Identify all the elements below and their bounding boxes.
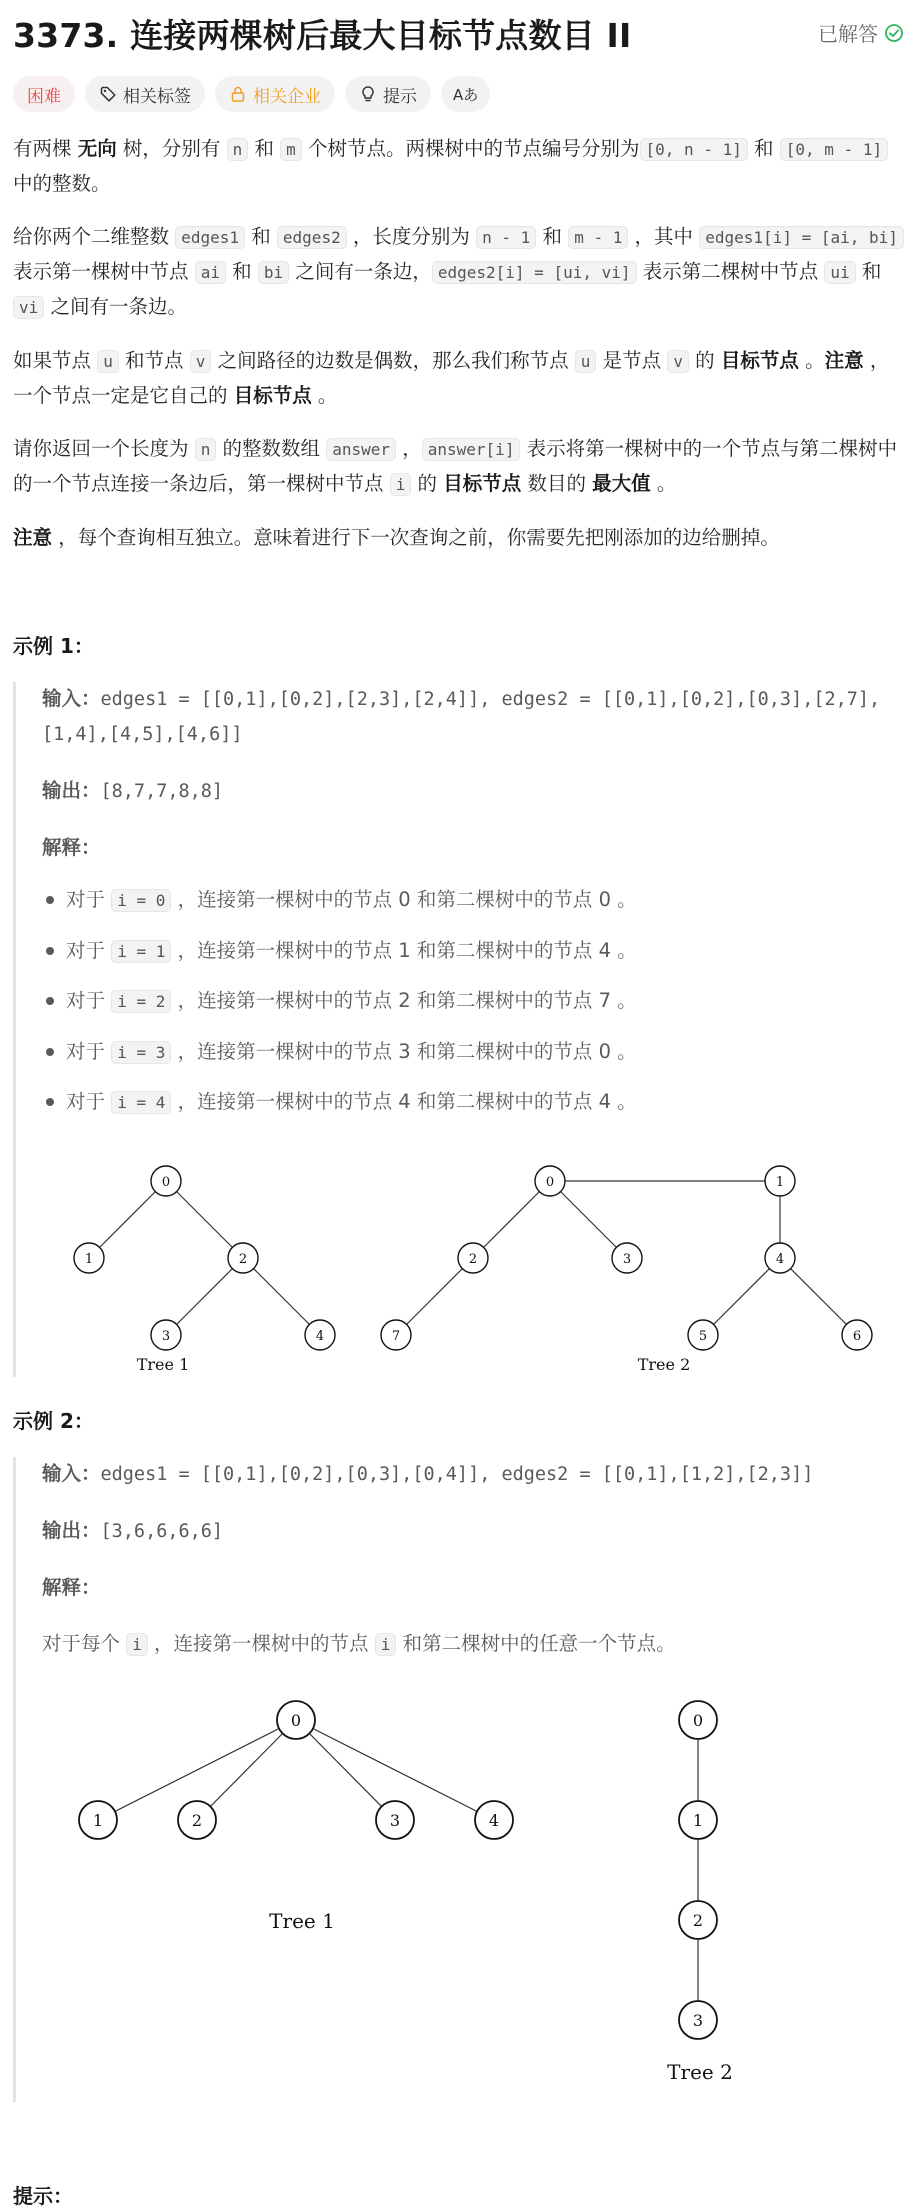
- svg-text:2: 2: [238, 1252, 248, 1267]
- text: ，一个节点一定是它自己的: [13, 349, 890, 407]
- tree-node: [679, 1901, 717, 1939]
- tree-node: [74, 1243, 104, 1273]
- text: 给你两个二维整数: [13, 225, 176, 248]
- description-paragraph-2: [13, 220, 904, 325]
- lock-icon: [229, 85, 247, 103]
- example-2-explain-label: [42, 1571, 904, 1605]
- inline-code: ai: [195, 261, 226, 284]
- related-tags-label: 相关标签: [123, 86, 191, 107]
- tag-icon: [99, 85, 117, 103]
- input-value: edges1 = [[0,1],[0,2],[0,3],[0,4]], edges2 = [[0,1],[1,2],[2,3]]: [100, 1464, 814, 1485]
- inline-code: bi: [258, 261, 289, 284]
- svg-text:3: 3: [622, 1252, 632, 1267]
- explain-label: 解释：: [42, 1576, 101, 1599]
- tag-bar: [13, 76, 490, 112]
- svg-text:2: 2: [692, 1911, 704, 1930]
- text: 个树节点。两棵树中的节点编号分别为: [301, 137, 640, 160]
- description-paragraph-4: [13, 432, 904, 502]
- list-item: [42, 984, 904, 1019]
- inline-code: v: [190, 350, 212, 373]
- text: 表示第一棵树中节点: [13, 260, 195, 283]
- svg-text:7: 7: [391, 1329, 401, 1344]
- text: 请你返回一个长度为: [13, 437, 195, 460]
- translate-button[interactable]: [441, 76, 490, 112]
- bold-text: 无向: [77, 137, 117, 160]
- inline-code: m - 1: [568, 226, 628, 249]
- inline-code: i = 2: [111, 990, 171, 1013]
- text: 和: [855, 260, 882, 283]
- problem-description: [13, 132, 904, 574]
- inline-code: i = 0: [111, 889, 171, 912]
- example-2-explain: [42, 1627, 904, 1662]
- tree-node: [765, 1166, 795, 1196]
- svg-text:0: 0: [161, 1175, 171, 1190]
- text: ，: [396, 437, 422, 460]
- text: 如果节点: [13, 349, 98, 372]
- text: 对于: [66, 888, 112, 911]
- page-title: 3373. 连接两棵树后最大目标节点数目 II: [13, 16, 632, 55]
- inline-code: i = 1: [111, 940, 171, 963]
- text: 的整数数组: [216, 437, 327, 460]
- input-label: 输入：: [42, 687, 101, 710]
- text: 数目的: [521, 472, 593, 495]
- tree-edges: [98, 1720, 698, 2020]
- inline-code: edges2: [277, 226, 347, 249]
- svg-text:4: 4: [488, 1811, 500, 1830]
- inline-code: answer[i]: [422, 438, 521, 461]
- tree-2-label: Tree 2: [637, 1355, 691, 1374]
- text: 和第二棵树中的任意一个节点。: [396, 1632, 676, 1655]
- text: ，其中: [628, 225, 700, 248]
- tree-node: [381, 1320, 411, 1350]
- text: 之间有一条边。: [44, 295, 187, 318]
- bold-text: 目标节点: [443, 472, 522, 495]
- list-item: [42, 934, 904, 969]
- inline-code: vi: [13, 296, 44, 319]
- inline-code: v: [667, 350, 689, 373]
- text: 之间路径的边数是偶数，那么我们称节点: [211, 349, 575, 372]
- inline-code: edges1: [175, 226, 245, 249]
- text: ，每个查询相互独立。意味着进行下一次查询之前，你需要先把刚添加的边给删掉。: [52, 526, 780, 549]
- tree-node: [475, 1801, 513, 1839]
- list-item: [42, 1035, 904, 1070]
- text: 中的整数。: [13, 172, 111, 195]
- text: 。: [798, 349, 825, 372]
- tree-node: [79, 1801, 117, 1839]
- inline-code: [0, n - 1]: [640, 138, 748, 161]
- svg-text:5: 5: [698, 1329, 708, 1344]
- hint-button[interactable]: [345, 76, 431, 112]
- svg-text:0: 0: [545, 1175, 555, 1190]
- inline-code: i: [126, 1633, 148, 1656]
- svg-text:3: 3: [692, 2011, 704, 2030]
- tree-node: [679, 1801, 717, 1839]
- lightbulb-icon: [359, 85, 377, 103]
- inline-code: n: [195, 438, 217, 461]
- translate-icon: Aあ: [453, 85, 479, 104]
- text: 和: [536, 225, 569, 248]
- text: 树，分别有: [116, 137, 227, 160]
- example-2-heading: 示例 2：: [13, 1409, 94, 1433]
- text: ，连接第一棵树中的节点 0 和第二棵树中的节点 0 。: [171, 888, 637, 911]
- text: 和: [245, 225, 277, 248]
- input-label: 输入：: [42, 1462, 101, 1485]
- example-2-diagram: [42, 1687, 904, 2087]
- svg-text:4: 4: [315, 1329, 325, 1344]
- tree-node: [612, 1243, 642, 1273]
- text: 和: [747, 137, 780, 160]
- svg-text:4: 4: [775, 1252, 785, 1267]
- related-companies-label: 相关企业: [253, 86, 321, 107]
- tree-2-nodes: [381, 1166, 872, 1374]
- tree-node: [842, 1320, 872, 1350]
- inline-code: i = 3: [111, 1041, 171, 1064]
- example-1-input: [42, 682, 904, 752]
- svg-text:0: 0: [692, 1711, 704, 1730]
- text: 和: [248, 137, 281, 160]
- inline-code: ui: [824, 261, 855, 284]
- text: 之间有一条边，: [289, 260, 432, 283]
- bold-text: 最大值: [592, 472, 651, 495]
- tree-1-label: Tree 1: [269, 1909, 335, 1933]
- inline-code: i = 4: [111, 1091, 171, 1114]
- description-paragraph-1: [13, 132, 904, 201]
- bold-text: 注意: [824, 349, 864, 372]
- tree-1-nodes: [74, 1166, 335, 1374]
- inline-code: m: [280, 138, 302, 161]
- output-label: 输出：: [42, 1519, 101, 1542]
- tree-2-nodes: [667, 1701, 733, 2084]
- text: 对于: [66, 938, 112, 962]
- svg-text:2: 2: [191, 1811, 203, 1830]
- text: 对于每个: [42, 1632, 127, 1655]
- example-1-bullets: [42, 883, 904, 1120]
- text: 。: [650, 472, 677, 495]
- check-circle-icon: [884, 23, 904, 43]
- text: 是节点: [596, 349, 668, 372]
- hint-label: 提示: [383, 86, 417, 107]
- output-label: 输出：: [42, 779, 101, 802]
- tree-node: [679, 1701, 717, 1739]
- solved-label: 已解答: [818, 22, 878, 46]
- tree-2-label: Tree 2: [667, 2060, 733, 2084]
- tree-1-nodes: [79, 1701, 513, 1933]
- inline-code: i: [390, 473, 412, 496]
- inline-code: edges2[i] = [ui, vi]: [432, 261, 637, 284]
- tree-1-label: Tree 1: [136, 1355, 190, 1374]
- svg-text:2: 2: [468, 1252, 478, 1267]
- tree-node: [679, 2001, 717, 2039]
- text: 。: [311, 384, 338, 407]
- tree-node: [765, 1243, 795, 1273]
- svg-text:1: 1: [92, 1811, 104, 1830]
- inline-code: answer: [326, 438, 396, 461]
- tree-node: [178, 1801, 216, 1839]
- description-paragraph-5: [13, 521, 904, 555]
- bold-text: 目标节点: [233, 384, 312, 407]
- title-row: [13, 6, 904, 56]
- svg-text:6: 6: [852, 1329, 862, 1344]
- example-1-block: [13, 682, 904, 1377]
- related-companies-button[interactable]: [215, 76, 335, 112]
- text: 的: [688, 349, 721, 372]
- inline-code: u: [97, 350, 119, 373]
- example-1-output: [42, 774, 904, 809]
- bold-text: 目标节点: [720, 349, 799, 372]
- example-1-explain-label: [42, 831, 904, 865]
- list-item: [42, 1085, 904, 1120]
- text: ，连接第一棵树中的节点 1 和第二棵树中的节点 4 。: [171, 938, 637, 962]
- output-value: [8,7,7,8,8]: [100, 781, 224, 802]
- text: ，连接第一棵树中的节点 2 和第二棵树中的节点 7 。: [171, 989, 637, 1012]
- inline-code: n: [227, 138, 249, 161]
- bold-text: 注意: [13, 526, 53, 549]
- description-paragraph-3: [13, 344, 904, 413]
- tree-node: [228, 1243, 258, 1273]
- text: 表示将第一棵树中的一个节点与第二棵树中的一个节点连接一条边后，第一棵树中节点: [13, 437, 898, 495]
- text: 和: [225, 260, 258, 283]
- tree-node: [151, 1166, 181, 1196]
- text: 表示第二棵树中节点: [636, 260, 825, 283]
- output-value: [3,6,6,6,6]: [100, 1521, 224, 1542]
- explain-label: 解释：: [42, 836, 101, 859]
- tree-node: [376, 1801, 414, 1839]
- text: 对于: [66, 1090, 112, 1113]
- tree-node: [151, 1320, 181, 1350]
- tree-node: [305, 1320, 335, 1350]
- list-item: [42, 883, 904, 918]
- example-2-input: [42, 1457, 904, 1492]
- inline-code: [0, m - 1]: [780, 138, 888, 161]
- svg-text:3: 3: [161, 1329, 171, 1344]
- svg-text:3: 3: [389, 1811, 401, 1830]
- difficulty-label: 困难: [27, 86, 61, 107]
- svg-text:1: 1: [692, 1811, 704, 1830]
- text: 有两棵: [13, 137, 78, 160]
- text: 和节点: [118, 349, 190, 372]
- text: ，连接第一棵树中的节点: [147, 1632, 375, 1655]
- inline-code: i: [375, 1633, 397, 1656]
- tree-node: [277, 1701, 315, 1739]
- solved-status: [818, 18, 904, 47]
- hint-heading: 提示：: [13, 2184, 73, 2208]
- example-2-output: [42, 1514, 904, 1549]
- example-1-heading: 示例 1：: [13, 634, 94, 658]
- text: ，连接第一棵树中的节点 4 和第二棵树中的节点 4 。: [171, 1090, 637, 1113]
- tree-node: [535, 1166, 565, 1196]
- text: ，长度分别为: [346, 225, 477, 248]
- inline-code: edges1[i] = [ai, bi]: [699, 226, 904, 249]
- svg-text:0: 0: [290, 1711, 302, 1730]
- difficulty-badge: [13, 76, 75, 112]
- text: 的: [411, 472, 444, 495]
- related-tags-button[interactable]: [85, 76, 205, 112]
- inline-code: u: [575, 350, 597, 373]
- tree-node: [688, 1320, 718, 1350]
- inline-code: n - 1: [476, 226, 536, 249]
- text: 对于: [66, 1039, 112, 1063]
- svg-text:1: 1: [84, 1252, 94, 1267]
- text: 对于: [66, 989, 112, 1012]
- example-1-diagram: [42, 1147, 904, 1377]
- text: ，连接第一棵树中的节点 3 和第二棵树中的节点 0 。: [171, 1039, 637, 1063]
- example-2-block: [13, 1457, 904, 2102]
- svg-text:1: 1: [775, 1175, 785, 1190]
- tree-node: [458, 1243, 488, 1273]
- input-value: edges1 = [[0,1],[0,2],[2,3],[2,4]], edges2 = [[0,1],[0,2],[0,3],[2,7],[1,4],[4,5],[4,6]]: [42, 689, 881, 745]
